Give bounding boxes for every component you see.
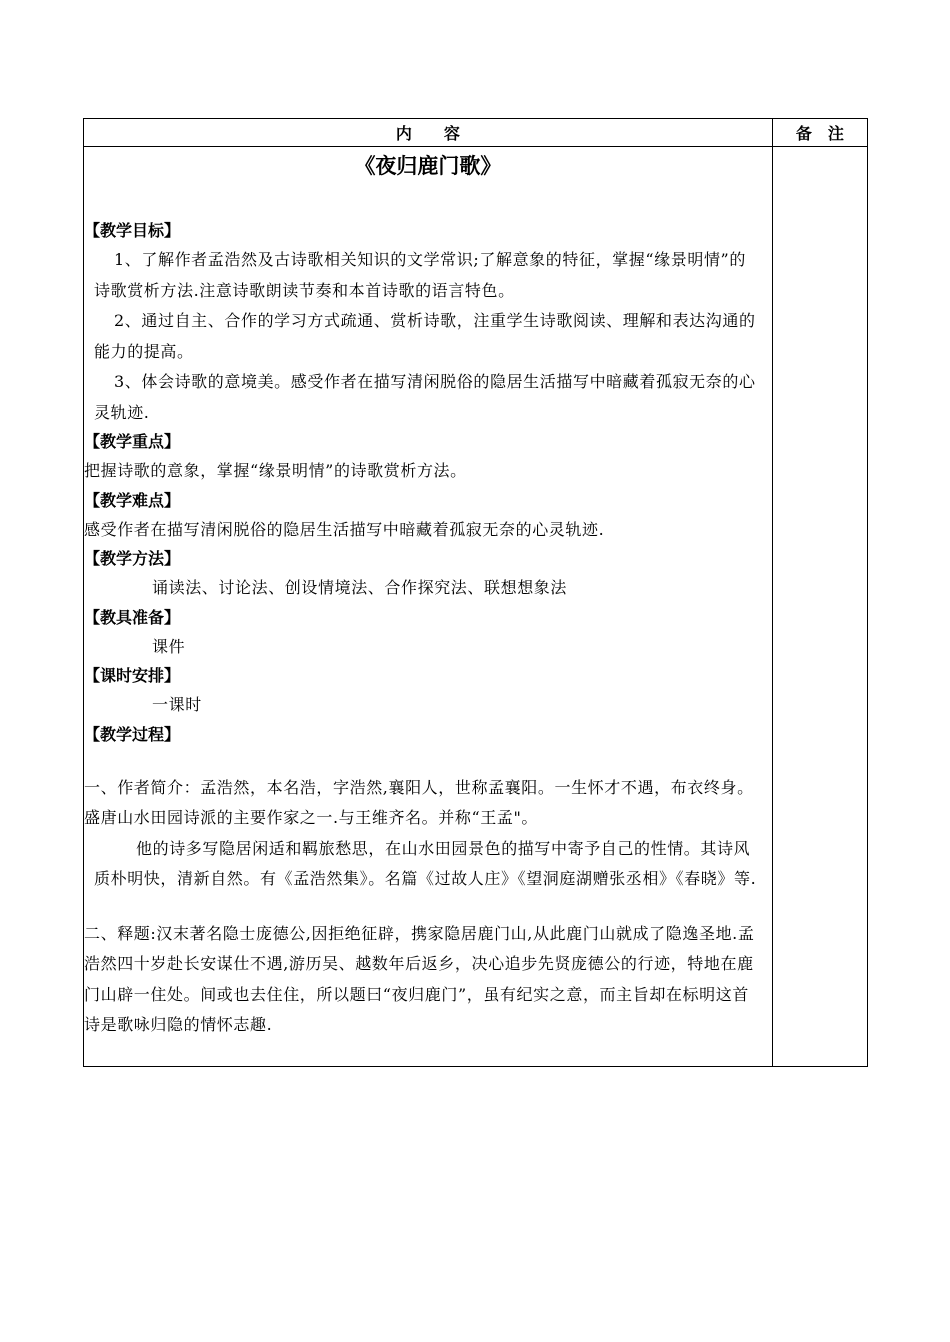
notes-cell (772, 147, 867, 1067)
schedule-heading: 【课时安排】 (84, 666, 181, 685)
header-content: 内 容 (84, 119, 773, 147)
title-explanation: 二、释题:汉末著名隐士庞德公,因拒绝征辟，携家隐居鹿门山,从此鹿门山就成了隐逸圣地.孟浩然四十岁赴长安谋仕不遇,游历吴、越数年后返乡，决心追步先贤庞德公的行迹，特地在鹿门山辟一住处。间或也去住住，所以题曰“夜归鹿门”，虽有纪实之意，而主旨却在标明这首诗是歌咏归隐的情怀志趣. (84, 923, 755, 1034)
key-points-heading: 【教学重点】 (84, 432, 181, 451)
methods-heading: 【教学方法】 (84, 549, 181, 568)
difficulties-heading: 【教学难点】 (84, 490, 181, 510)
key-points-text: 把握诗歌的意象，掌握“缘景明情”的诗歌赏析方法。 (84, 461, 467, 480)
author-poetry: 他的诗多写隐居闲适和羁旅愁思，在山水田园景色的描写中寄予自己的性情。其诗风质朴明快，清新自然。有《孟浩然集》。名篇《过故人庄》《望洞庭湖赠张丞相》《春晓》等. (94, 838, 757, 888)
content-cell (84, 147, 773, 1067)
schedule-text: 一课时 (152, 695, 202, 714)
lesson-title: 《夜归鹿门歌》 (354, 154, 502, 178)
objective-item: 3、体会诗歌的意境美。感受作者在描写清闲脱俗的隐居生活描写中暗藏着孤寂无奈的心灵轨迹. (94, 372, 756, 422)
lesson-plan-table (83, 118, 868, 1067)
methods-text: 诵读法、讨论法、创设情境法、合作探究法、联想想象法 (152, 578, 568, 597)
materials-text: 课件 (152, 636, 186, 656)
difficulties-text: 感受作者在描写清闲脱俗的隐居生活描写中暗藏着孤寂无奈的心灵轨迹. (84, 519, 605, 539)
header-notes: 备 注 (772, 119, 867, 147)
process-heading: 【教学过程】 (84, 724, 181, 744)
objective-item: 1、了解作者孟浩然及古诗歌相关知识的文学常识;了解意象的特征，掌握“缘景明情”的诗歌赏析方法.注意诗歌朗读节奏和本首诗歌的语言特色。 (94, 250, 746, 300)
author-intro: 一、作者简介：孟浩然，本名浩，字浩然,襄阳人，世称孟襄阳。一生怀才不遇，布衣终身。盛唐山水田园诗派的主要作家之一.与王维齐名。并称“王孟"。 (84, 777, 754, 827)
objectives-heading: 【教学目标】 (84, 221, 181, 240)
materials-heading: 【教具准备】 (84, 607, 181, 627)
objective-item: 2、通过自主、合作的学习方式疏通、赏析诗歌，注重学生诗歌阅读、理解和表达沟通的能力的提高。 (94, 311, 756, 361)
